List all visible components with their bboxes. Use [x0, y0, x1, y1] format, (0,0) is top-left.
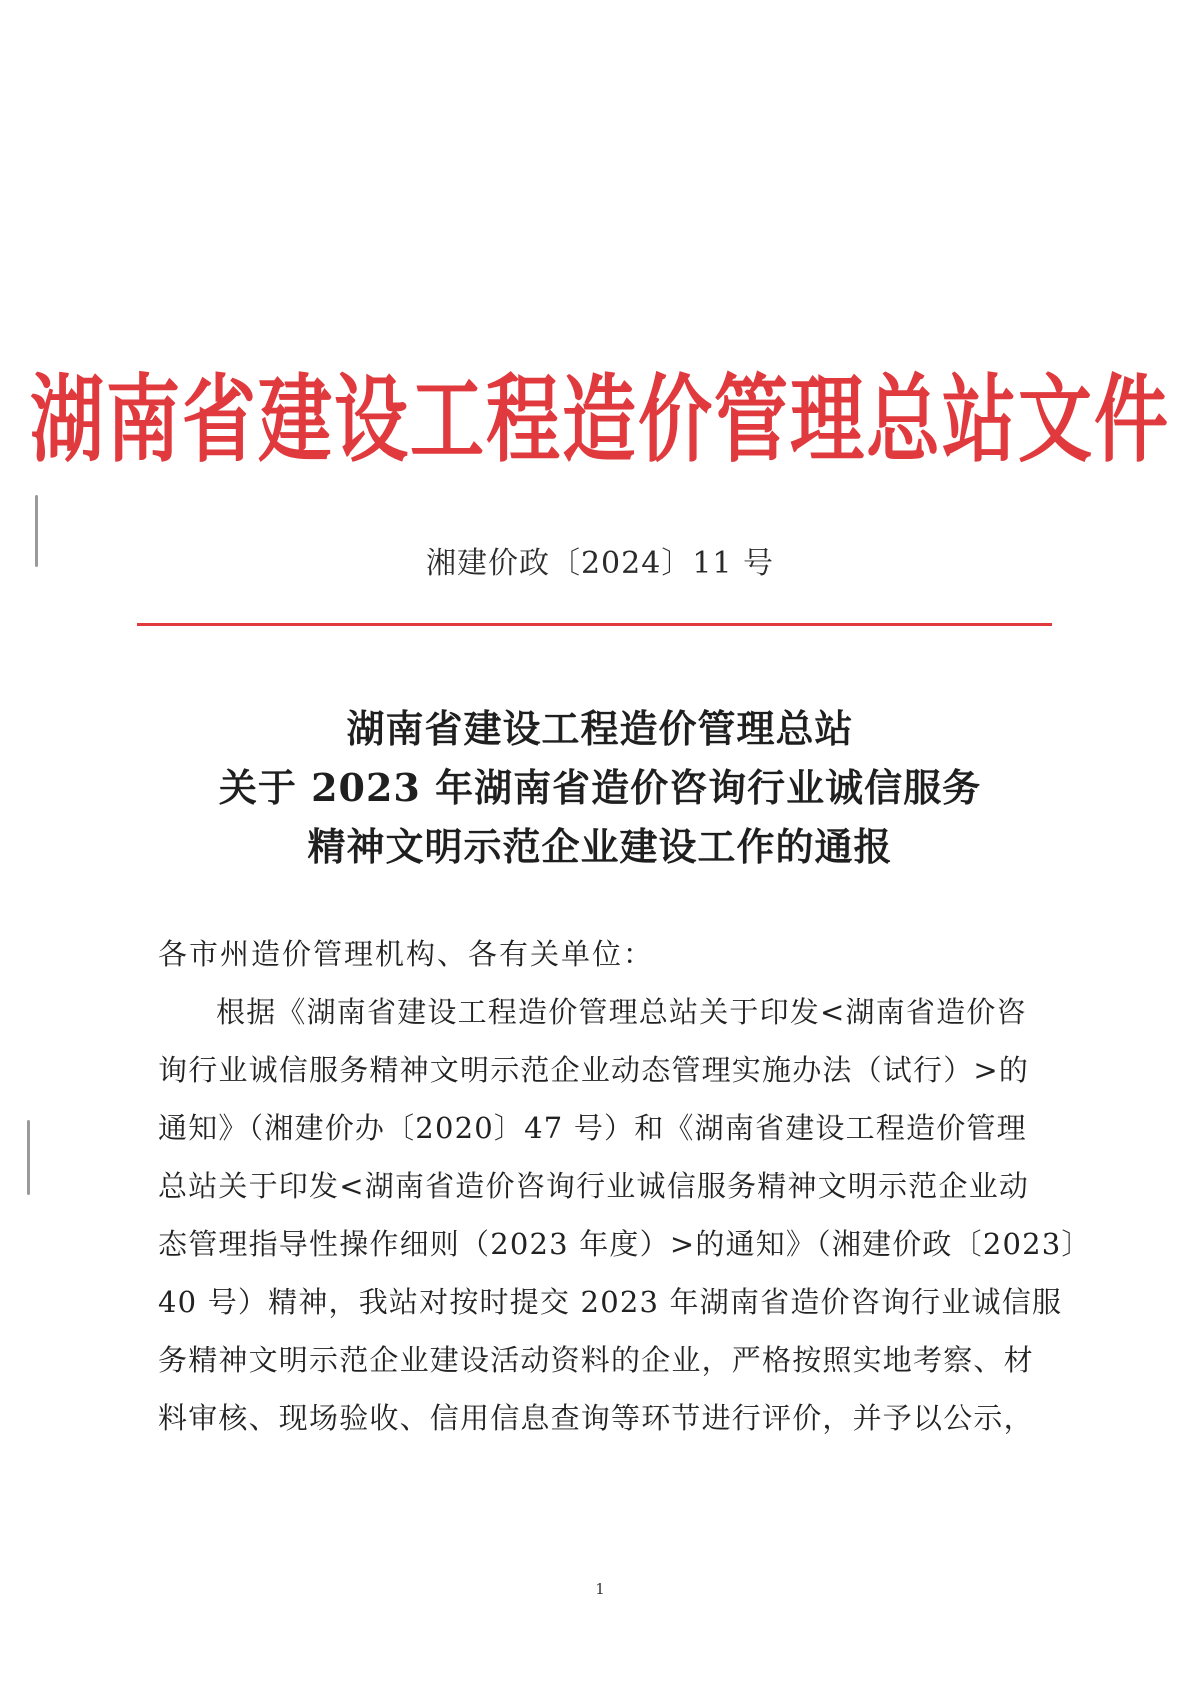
- page-number: 1: [595, 1580, 605, 1598]
- masthead-title: 湖南省建设工程造价管理总站文件: [30, 365, 1170, 476]
- body-text-line: 态管理指导性操作细则（2023 年度）>的通知》（湘建价政〔2023〕: [158, 1227, 1092, 1261]
- binder-mark: [27, 1120, 30, 1195]
- body-text-line: 通知》（湘建价办〔2020〕47 号）和《湖南省建设工程造价管理: [158, 1111, 1027, 1145]
- body-text-line: 询行业诚信服务精神文明示范企业动态管理实施办法（试行）>的: [158, 1053, 1030, 1087]
- notice-title-line-1: 湖南省建设工程造价管理总站: [346, 706, 854, 751]
- body-text-line: 料审核、现场验收、信用信息查询等环节进行评价，并予以公示，: [158, 1401, 1034, 1435]
- notice-title-line-2: 关于 2023 年湖南省造价咨询行业诚信服务: [218, 765, 982, 810]
- body-text-line: 务精神文明示范企业建设活动资料的企业，严格按照实地考察、材: [158, 1343, 1034, 1377]
- red-divider-rule: [137, 623, 1052, 626]
- salutation: 各市州造价管理机构、各有关单位：: [158, 937, 655, 971]
- body-text-line: 40 号）精神，我站对按时提交 2023 年湖南省造价咨询行业诚信服: [158, 1285, 1063, 1319]
- body-text-line: 总站关于印发<湖南省造价咨询行业诚信服务精神文明示范企业动: [158, 1169, 1030, 1203]
- notice-title-line-3: 精神文明示范企业建设工作的通报: [307, 824, 893, 869]
- document-number: 湘建价政〔2024〕11 号: [425, 546, 775, 581]
- body-text-line: 根据《湖南省建设工程造价管理总站关于印发<湖南省造价咨: [216, 995, 1027, 1029]
